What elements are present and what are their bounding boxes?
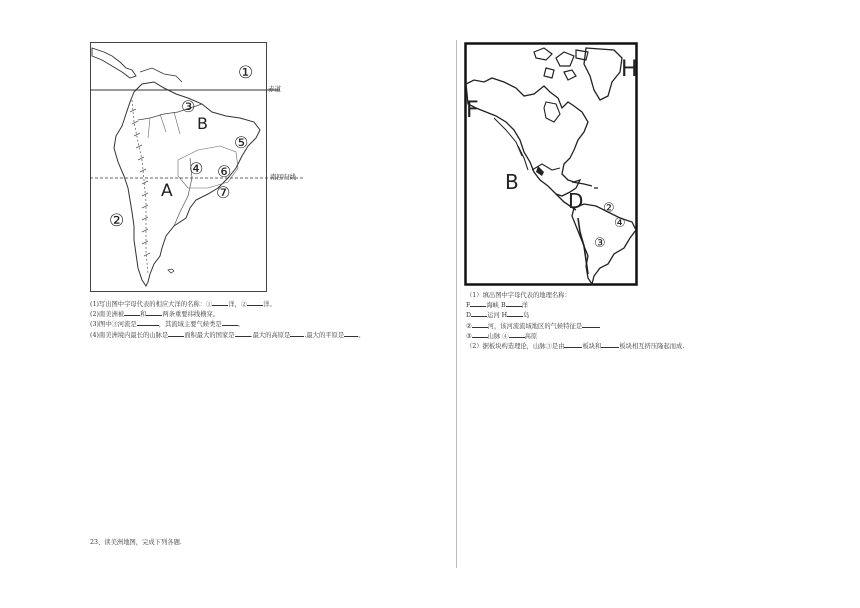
blank[interactable] (222, 325, 238, 326)
label-6: ⑥ (217, 162, 232, 181)
blank[interactable] (582, 327, 600, 328)
blank[interactable] (212, 305, 228, 306)
label-D: D (568, 189, 584, 213)
blank[interactable] (247, 305, 263, 306)
label-2: ② (603, 201, 615, 216)
label-ocean2: ② (109, 211, 125, 231)
label-7: ⑦ (216, 183, 231, 202)
blank[interactable] (472, 337, 488, 338)
equator-label: 赤道 (268, 85, 281, 93)
label-4: ④ (189, 159, 204, 178)
blank[interactable] (601, 347, 619, 348)
americas-map (464, 42, 640, 288)
blank[interactable] (137, 325, 159, 326)
blank[interactable] (509, 337, 525, 338)
blank[interactable] (235, 336, 251, 337)
blank[interactable] (507, 316, 523, 317)
label-3: ③ (594, 236, 606, 251)
tropic-label: 南回归线 (270, 173, 296, 181)
south-america-map (90, 42, 320, 294)
label-A: A (161, 181, 173, 201)
blank[interactable] (344, 336, 358, 337)
label-H: H (621, 57, 638, 82)
label-ocean1: ① (238, 63, 254, 83)
right-questions (466, 291, 684, 352)
page-divider (456, 40, 457, 568)
right-line1: F 海峡 B 洋 (466, 302, 528, 310)
blank[interactable] (506, 306, 522, 307)
blank[interactable] (472, 327, 488, 328)
left-q4: (4)南美洲境内最长的山脉是 面积最大的国家是 .最大的高原是 .最大的平原是 。 (90, 331, 365, 339)
left-questions (90, 300, 364, 341)
blank[interactable] (124, 315, 140, 316)
left-q1: (1)写出图中字母代表的相应大洋的名称：① 洋，② 洋。 (90, 301, 276, 308)
blank[interactable] (471, 316, 487, 317)
right-q2: （2）据板块构造理论，山脉③是由 板块和 板块相互挤压隆起而成. (466, 342, 685, 350)
blank[interactable] (470, 306, 486, 307)
map-frame (466, 44, 637, 285)
right-q1-title: （1）填出图中字母代表的地理名称： (466, 292, 571, 299)
label-B-ocean: B (505, 170, 519, 194)
label-F: F (466, 98, 479, 123)
blank[interactable] (290, 336, 304, 337)
label-B: B (197, 114, 208, 133)
right-line3: ② 河，该河流流域地区的气候特征是 (466, 322, 684, 332)
label-5: ⑤ (234, 133, 249, 152)
left-q2: (2)南美洲被 和 两条重要纬线横穿。 (90, 311, 220, 319)
label-4: ④ (614, 216, 626, 231)
label-river3: ③ (181, 97, 196, 116)
right-line4: ③ 山脉 ④ 高原 (466, 332, 538, 340)
blank[interactable] (564, 347, 582, 348)
right-line2: D 运河 H 岛 (466, 312, 530, 320)
footer-question: 23、读美洲地图，完成下列各题. (90, 539, 182, 546)
blank[interactable] (168, 336, 184, 337)
blank[interactable] (146, 315, 162, 316)
left-q3: (3)图中③河流是 ，其流域主要气候类是 。 (90, 321, 244, 329)
